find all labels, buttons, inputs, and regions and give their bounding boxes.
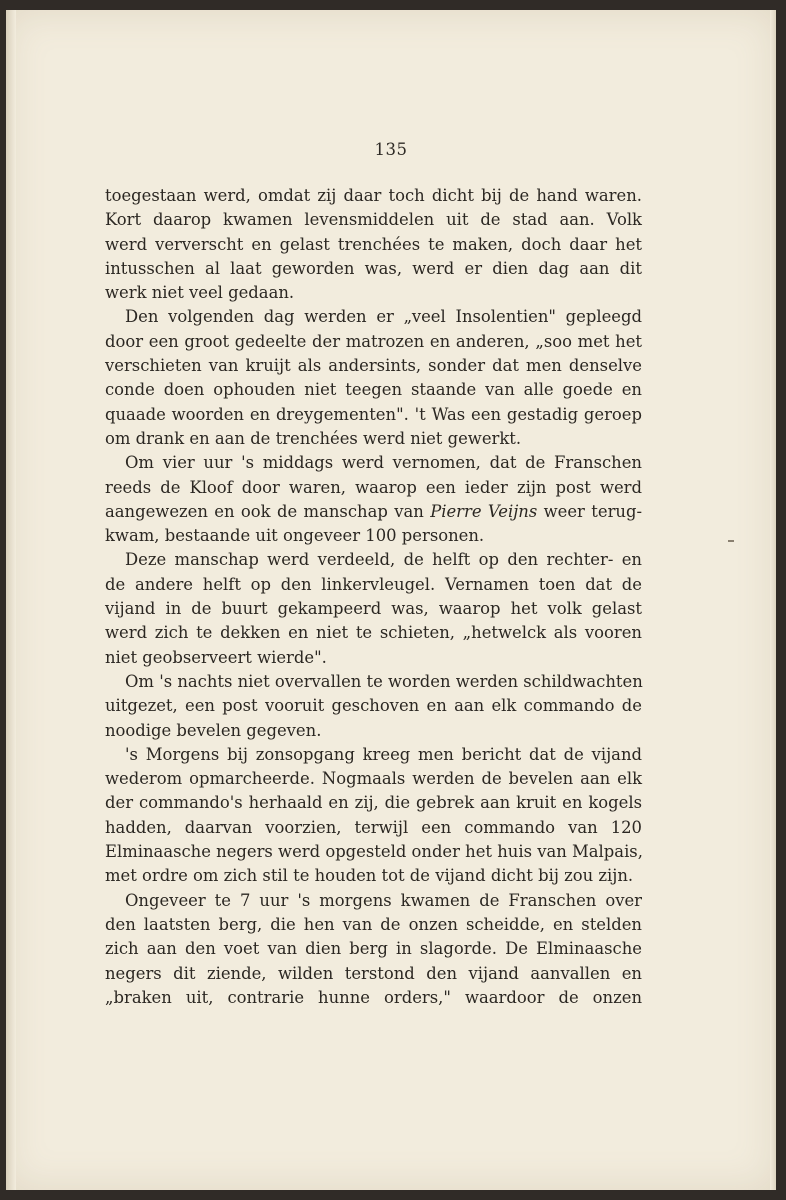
text-line: negers dit ziende, wilden terstond den vijand aanvallen en	[105, 963, 642, 983]
text-line: den laatsten berg, die hen van de onzen scheidde, en stelden	[105, 914, 642, 934]
text-line: zich aan den voet van dien berg in slagorde. De Elminaasche	[105, 939, 642, 959]
text-line: vijand in de buurt gekampeerd was, waarop het volk gelast	[105, 599, 642, 619]
text-line: quaade woorden en dreygementen". 't Was een gestadig geroep	[105, 404, 642, 424]
text-line: Elminaasche negers werd opgesteld onder het huis van Malpais,	[105, 842, 643, 862]
text-line: Den volgenden dag werden er „veel Insolentien" gepleegd	[125, 307, 642, 327]
text-line: intusschen al laat geworden was, werd er dien dag aan dit	[105, 258, 642, 278]
text-line: noodige bevelen gegeven.	[105, 720, 322, 740]
paragraph-4	[105, 548, 642, 669]
page-number: 135	[374, 140, 408, 159]
text-span: weer terug-	[537, 501, 642, 521]
text-line: Om 's nachts niet overvallen te worden werden schildwachten	[125, 671, 643, 691]
text-line: 's Morgens bij zonsopgang kreeg men bericht dat de vijand	[125, 744, 642, 764]
paragraph-2	[105, 305, 642, 451]
text-line: kwam, bestaande uit ongeveer 100 personen.	[105, 526, 485, 546]
text-line: werk niet veel gedaan.	[105, 283, 295, 303]
text-line: hadden, daarvan voorzien, terwijl een commando van 120	[105, 817, 642, 837]
body-text	[105, 184, 642, 1010]
page-gutter	[6, 10, 16, 1190]
paper-speck	[728, 540, 734, 542]
text-line: werd zich te dekken en niet te schieten, „hetwelck als vooren	[105, 623, 642, 643]
paragraph-3	[105, 451, 642, 548]
book-page	[6, 10, 776, 1190]
text-line-italic-name	[105, 500, 642, 524]
text-line: der commando's herhaald en zij, die gebrek aan kruit en kogels	[105, 793, 642, 813]
text-line: Ongeveer te 7 uur 's morgens kwamen de Franschen over	[125, 890, 642, 910]
text-line: uitgezet, een post vooruit geschoven en aan elk commando de	[105, 696, 642, 716]
text-line: om drank en aan de trenchées werd niet gewerkt.	[105, 428, 522, 448]
text-line: Om vier uur 's middags werd vernomen, dat de Franschen	[125, 453, 642, 473]
text-line: conde doen ophouden niet teegen staande van alle goede en	[105, 380, 642, 400]
paragraph-1	[105, 184, 642, 305]
person-name: Pierre Veijns	[430, 501, 538, 521]
text-line: door een groot gedeelte der matrozen en anderen, „soo met het	[105, 331, 642, 351]
text-span: aangewezen en ook de manschap van	[105, 501, 431, 521]
text-line: met ordre om zich stil te houden tot de vijand dicht bij zou zijn.	[105, 866, 634, 886]
text-line: „braken uit, contrarie hunne orders," waardoor de onzen	[105, 987, 642, 1007]
paragraph-7	[105, 889, 642, 1010]
text-line: Deze manschap werd verdeeld, de helft op den rechter- en	[125, 550, 642, 570]
text-line: de andere helft op den linkervleugel. Vernamen toen dat de	[105, 574, 642, 594]
text-line: verschieten van kruijt als andersints, sonder dat men denselve	[105, 356, 642, 376]
page-edge	[770, 10, 776, 1190]
paragraph-5	[105, 670, 642, 743]
text-line: Kort daarop kwamen levensmiddelen uit de stad aan. Volk	[105, 210, 642, 230]
text-line: werd ververscht en gelast trenchées te maken, doch daar het	[105, 234, 642, 254]
paragraph-6	[105, 743, 642, 889]
text-line: reeds de Kloof door waren, waarop een ieder zijn post werd	[105, 477, 642, 497]
text-line: niet geobserveert wierde".	[105, 647, 327, 667]
text-line: wederom opmarcheerde. Nogmaals werden de bevelen aan elk	[105, 769, 642, 789]
text-line: toegestaan werd, omdat zij daar toch dicht bij de hand waren.	[105, 186, 642, 205]
